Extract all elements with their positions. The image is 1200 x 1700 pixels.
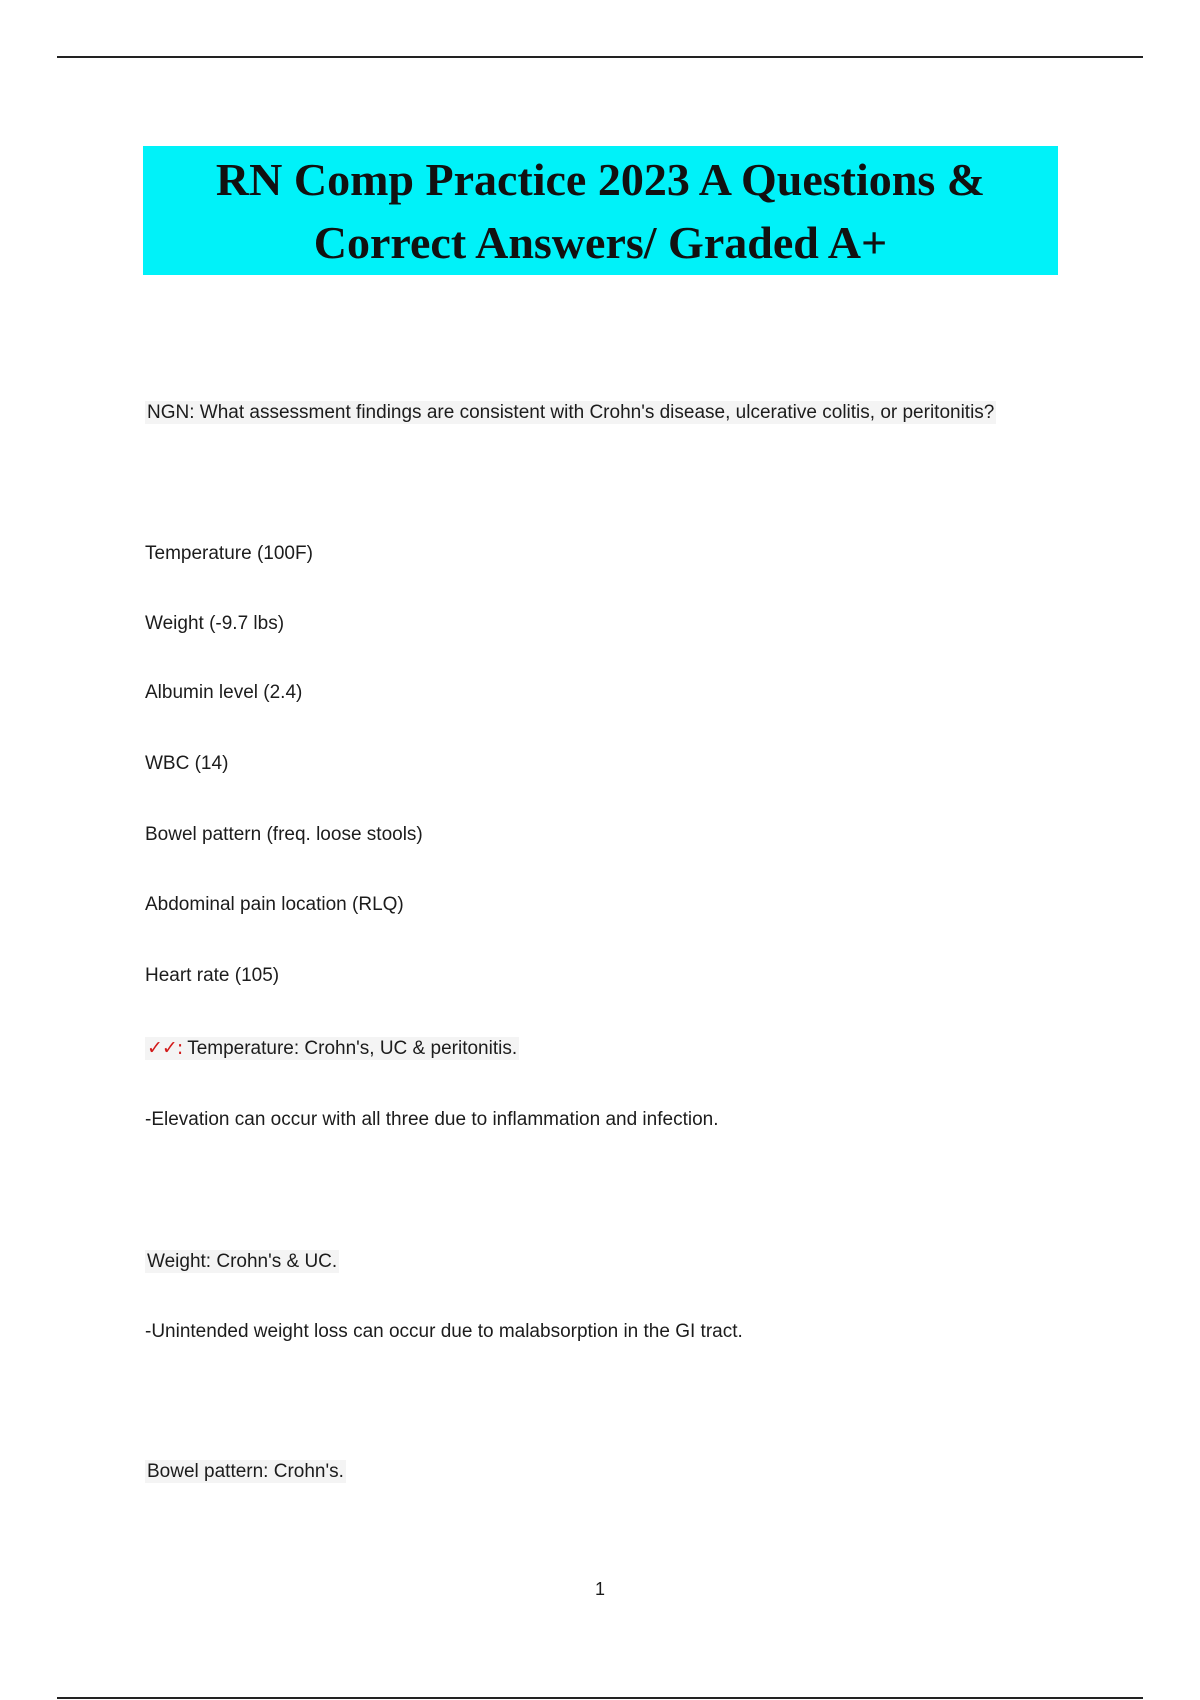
finding-bowel-pattern: Bowel pattern (freq. loose stools)	[145, 824, 423, 845]
finding-weight: Weight (-9.7 lbs)	[145, 613, 285, 634]
answer-temperature-note: -Elevation can occur with all three due to inflammation and infection.	[145, 1109, 719, 1130]
title-banner	[143, 146, 1058, 275]
finding-albumin: Albumin level (2.4)	[145, 682, 303, 703]
page-number: 1	[594, 1579, 605, 1599]
bottom-rule	[57, 1697, 1143, 1699]
title-line-2: Correct Answers/ Graded A+	[313, 216, 888, 268]
answer-weight: Weight: Crohn's & UC.	[147, 1251, 338, 1272]
finding-wbc: WBC (14)	[145, 753, 229, 774]
top-rule	[57, 56, 1143, 58]
question-text: NGN: What assessment findings are consistent with Crohn's disease, ulcerative colitis, or peritonitis?	[147, 402, 995, 423]
answer-temperature	[145, 1036, 519, 1061]
finding-abdominal-pain: Abdominal pain location (RLQ)	[145, 894, 404, 915]
answer-temperature-text: Temperature: Crohn's, UC & peritonitis.	[187, 1038, 518, 1059]
finding-heart-rate: Heart rate (105)	[145, 965, 280, 986]
document-title	[161, 148, 1041, 274]
answer-bowel-pattern: Bowel pattern: Crohn's.	[147, 1461, 344, 1482]
title-line-1: RN Comp Practice 2023 A Questions &	[215, 153, 986, 205]
answer-weight-note: -Unintended weight loss can occur due to malabsorption in the GI tract.	[145, 1321, 743, 1342]
finding-temperature: Temperature (100F)	[145, 543, 313, 564]
check-icon: ✓✓:	[147, 1037, 183, 1059]
